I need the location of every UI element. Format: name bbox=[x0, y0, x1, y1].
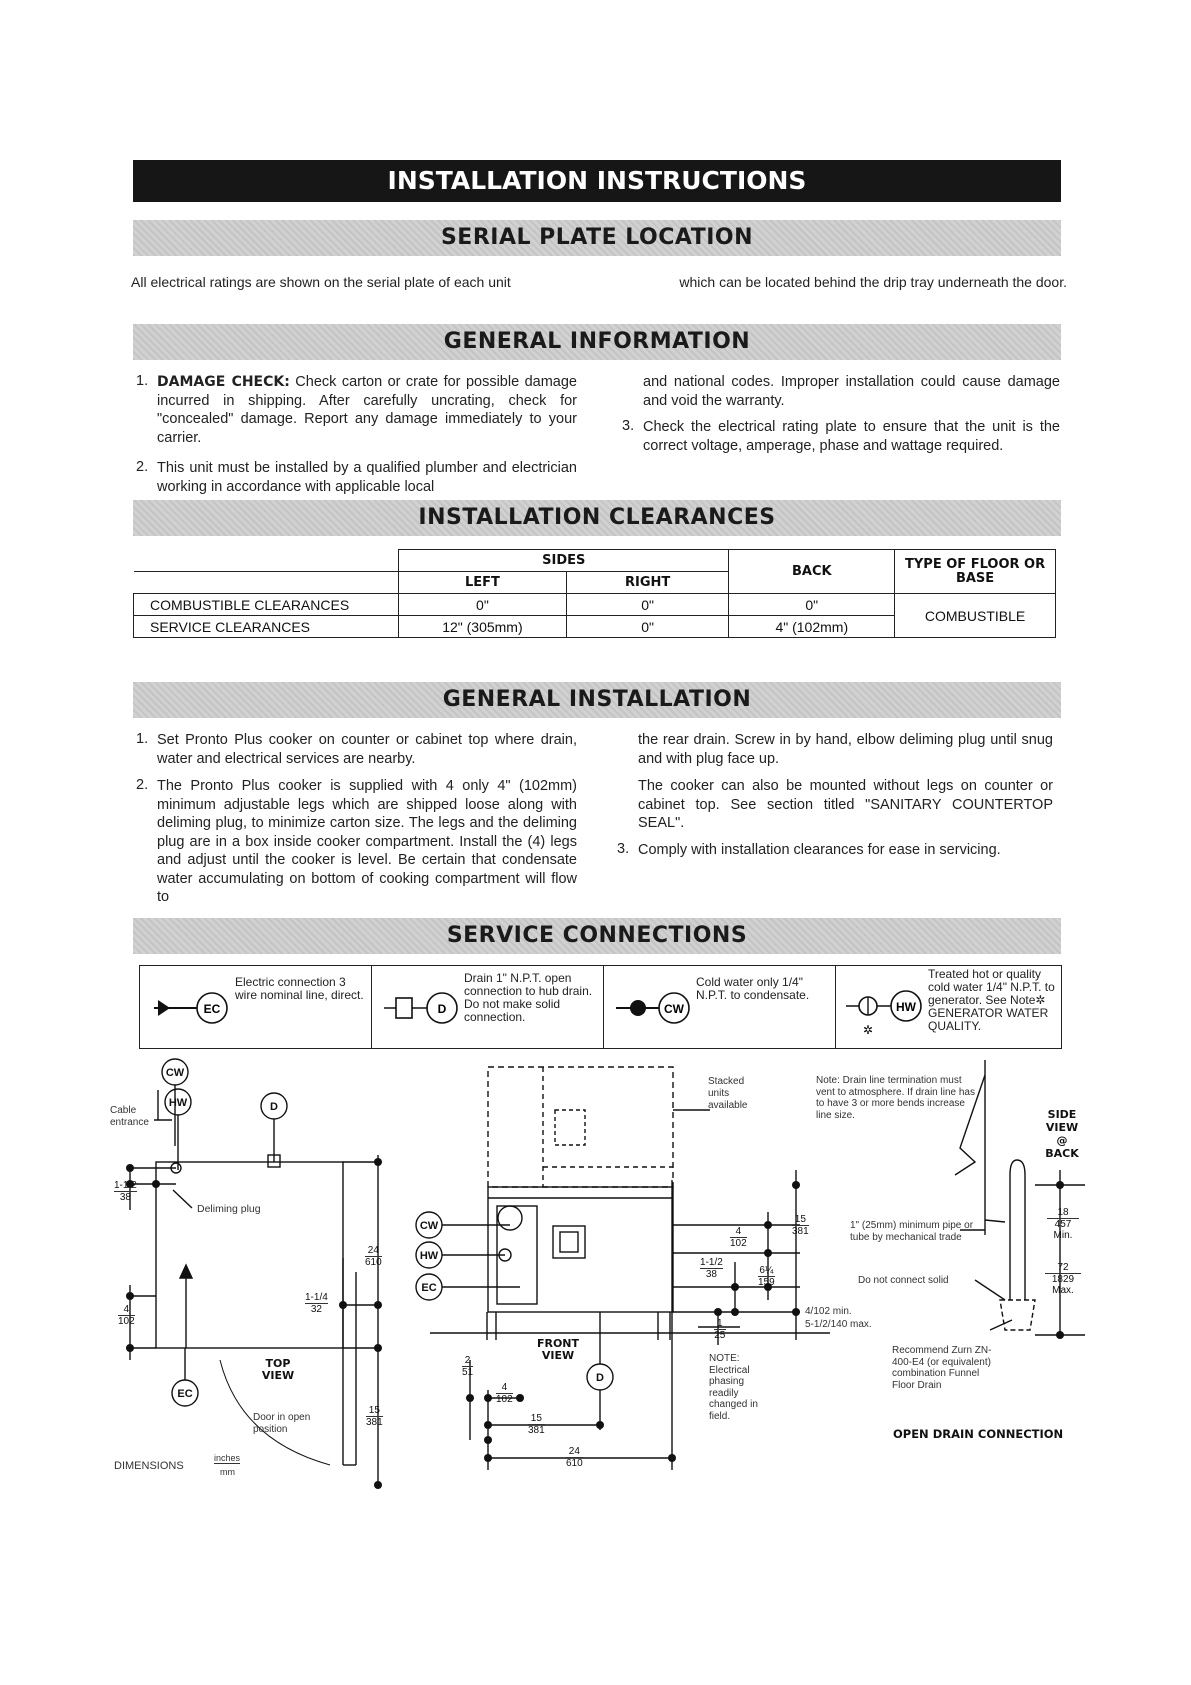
top-view-label: TOP VIEW bbox=[261, 1357, 295, 1382]
note-electrical: NOTE: Electrical phasing readily changed in field. bbox=[709, 1353, 758, 1422]
service-hw bbox=[836, 966, 1061, 1048]
col-back: BACK bbox=[729, 550, 895, 594]
front-dim-1-1-2 bbox=[700, 1257, 723, 1280]
col-right: RIGHT bbox=[566, 572, 729, 594]
clearances-table bbox=[133, 549, 1056, 638]
gi-item-3-num: 3. bbox=[622, 418, 635, 434]
side-dim-72-mm: 1829 bbox=[1051, 1274, 1075, 1285]
cell-floor: COMBUSTIBLE bbox=[895, 594, 1056, 638]
col-sides: SIDES bbox=[399, 550, 729, 572]
svg-text:HW: HW bbox=[168, 1097, 188, 1109]
service-connections-box bbox=[139, 965, 1062, 1049]
side-dim-72 bbox=[1045, 1262, 1081, 1296]
dim-4-in: 4 bbox=[118, 1304, 135, 1316]
dimensions-label: DIMENSIONS bbox=[114, 1460, 184, 1472]
electric-connection-icon bbox=[150, 988, 230, 1028]
dim-1-1-4-in: 1-1/4 bbox=[305, 1292, 328, 1303]
front-dim-4-in: 4 bbox=[496, 1382, 513, 1394]
front-dim-15-in: 15 bbox=[528, 1413, 545, 1425]
service-cw bbox=[604, 966, 836, 1048]
dim-15-mm: 381 bbox=[366, 1417, 383, 1428]
leg-min-label: 4/102 min. bbox=[805, 1306, 852, 1317]
gin-item-1-num: 1. bbox=[136, 731, 149, 747]
dim-1-1-2-mm: 38 bbox=[119, 1192, 131, 1203]
svg-text:EC: EC bbox=[203, 1002, 221, 1016]
dim-1-1-4 bbox=[305, 1292, 328, 1315]
installation-diagram bbox=[0, 1050, 1191, 1490]
dim-4-mm: 102 bbox=[118, 1316, 135, 1327]
side-dim-18-note: Min. bbox=[1053, 1230, 1073, 1241]
svg-text:D: D bbox=[270, 1101, 278, 1113]
gin-item-1-text: Set Pronto Plus cooker on counter or cabinet top where drain, water and electrical services are nearby. bbox=[157, 732, 577, 767]
front-dim-4-mm: 102 bbox=[496, 1394, 513, 1405]
front-dim-2-in: 2 bbox=[462, 1355, 473, 1367]
deliming-plug-label: Deliming plug bbox=[197, 1203, 261, 1215]
front-dim-4b bbox=[730, 1226, 747, 1249]
front-dim-15b bbox=[792, 1214, 809, 1237]
front-dim-6-1-4-mm: 159 bbox=[758, 1277, 775, 1288]
front-dim-6-1-4-in: 6¼ bbox=[759, 1265, 774, 1276]
side-dim-18-mm: 457 bbox=[1054, 1219, 1072, 1230]
dim-24-in: 24 bbox=[365, 1245, 382, 1257]
cell-left: 0" bbox=[399, 594, 567, 616]
cell-back: 4" (102mm) bbox=[729, 616, 895, 638]
dim-1-1-2 bbox=[114, 1180, 137, 1203]
side-dim-18-in: 18 bbox=[1047, 1207, 1079, 1219]
cell-back: 0" bbox=[729, 594, 895, 616]
dim-1-1-4-mm: 32 bbox=[310, 1304, 322, 1315]
page-title: INSTALLATION INSTRUCTIONS bbox=[133, 160, 1061, 202]
no-solid-label: Do not connect solid bbox=[858, 1275, 949, 1286]
front-dim-24-mm: 610 bbox=[566, 1458, 583, 1469]
front-dim-4b-mm: 102 bbox=[730, 1238, 747, 1249]
gin-item-2-text: The Pronto Plus cooker is supplied with 4 only 4" (102mm) minimum adjustable legs which are shipped loose along with deliming plug, to minimize carton size. The legs and the deliming plug are in a box inside cooker compartment. Install the (4) legs and adjust until the cooker is level. Be certain that condensate water accumulating on bottom of cooking compartment will flow to bbox=[157, 778, 577, 905]
dim-1-1-2-in: 1-1/2 bbox=[114, 1180, 137, 1191]
front-dim-4 bbox=[496, 1382, 513, 1405]
cable-entrance-label: Cable entrance bbox=[110, 1105, 149, 1128]
col-left: LEFT bbox=[399, 572, 567, 594]
top-view-outline bbox=[156, 1162, 343, 1348]
side-dim-72-note: Max. bbox=[1052, 1285, 1074, 1296]
dim-inches-label: inches bbox=[214, 1453, 241, 1463]
svg-text:D: D bbox=[437, 1002, 447, 1016]
dim-mm-label: mm bbox=[220, 1467, 235, 1477]
side-dim-72-in: 72 bbox=[1045, 1262, 1081, 1274]
gi-item-2-cont: and national codes. Improper installation could cause damage and void the warranty. bbox=[643, 374, 1060, 409]
dim-24-mm: 610 bbox=[365, 1257, 382, 1268]
front-dim-1 bbox=[714, 1318, 726, 1341]
svg-text:EC: EC bbox=[177, 1388, 193, 1400]
cell-right: 0" bbox=[566, 594, 729, 616]
row-label: COMBUSTIBLE CLEARANCES bbox=[134, 594, 399, 616]
service-ec bbox=[140, 966, 372, 1048]
svg-text:EC: EC bbox=[421, 1282, 437, 1294]
svg-text:CW: CW bbox=[165, 1067, 185, 1079]
gi-item-1-text: Check carton or crate for possible damage incurred in shipping. After carefully uncrating, check for "concealed" damage. Report any damage immediately to your carrier. bbox=[157, 374, 577, 446]
stacked-label: Stacked units available bbox=[708, 1076, 748, 1111]
front-dim-15 bbox=[528, 1413, 545, 1436]
front-dim-6-1-4 bbox=[758, 1265, 775, 1288]
gin-item-3-text: Comply with installation clearances for ease in servicing. bbox=[638, 842, 1001, 858]
dim-15 bbox=[366, 1405, 383, 1428]
service-hw-text: Treated hot or quality cold water 1/4" N.P.T. to generator. See Note✲ GENERATOR WATER QUALITY. bbox=[928, 967, 1055, 1033]
gin-item-2-cont: the rear drain. Screw in by hand, elbow deliming plug until snug and with plug face up. bbox=[638, 732, 1053, 767]
front-view-label: FRONT VIEW bbox=[536, 1337, 580, 1362]
svg-text:HW: HW bbox=[419, 1250, 439, 1262]
dim-15-in: 15 bbox=[366, 1405, 383, 1417]
table-row bbox=[134, 594, 1056, 616]
gin-item-2-num: 2. bbox=[136, 777, 149, 793]
front-dim-1-mm: 25 bbox=[714, 1330, 726, 1341]
gi-item-1-lead: DAMAGE CHECK: bbox=[157, 374, 290, 390]
col-floor: TYPE OF FLOOR OR BASE bbox=[895, 550, 1056, 594]
service-drain bbox=[372, 966, 604, 1048]
cold-water-icon bbox=[612, 988, 692, 1028]
serial-plate-text-left: All electrical ratings are shown on the serial plate of each unit bbox=[131, 274, 511, 290]
open-drain-label: OPEN DRAIN CONNECTION bbox=[893, 1427, 1064, 1441]
front-dim-15b-mm: 381 bbox=[792, 1226, 809, 1237]
front-dim-1-1-2-mm: 38 bbox=[705, 1269, 717, 1280]
gi-item-3-text: Check the electrical rating plate to ensure that the unit is the correct voltage, amperage, phase and wattage required. bbox=[643, 419, 1060, 454]
installation-clearances-heading: INSTALLATION CLEARANCES bbox=[133, 500, 1061, 536]
leg-max-label: 5-1/2/140 max. bbox=[805, 1319, 872, 1330]
service-connections-heading: SERVICE CONNECTIONS bbox=[133, 918, 1061, 954]
cell-left: 12" (305mm) bbox=[399, 616, 567, 638]
service-ec-text: Electric connection 3 wire nominal line, direct. bbox=[235, 975, 364, 1002]
pipe-note: 1" (25mm) minimum pipe or tube by mechanical trade bbox=[850, 1220, 974, 1243]
note-drain: Note: Drain line termination must vent to atmosphere. If drain line has to have 3 or more bends increase line size. bbox=[816, 1075, 975, 1121]
side-view-label: SIDE VIEW @ BACK bbox=[1045, 1108, 1079, 1160]
svg-text:CW: CW bbox=[419, 1220, 439, 1232]
gi-item-2-num: 2. bbox=[136, 459, 149, 475]
svg-text:CW: CW bbox=[664, 1002, 684, 1016]
gin-item-3-num: 3. bbox=[617, 841, 630, 857]
service-cw-text: Cold water only 1/4" N.P.T. to condensate. bbox=[696, 975, 810, 1002]
front-dim-15-mm: 381 bbox=[528, 1425, 545, 1436]
row-label: SERVICE CLEARANCES bbox=[134, 616, 399, 638]
front-dim-1-1-2-in: 1-1/2 bbox=[700, 1257, 723, 1268]
general-information-heading: GENERAL INFORMATION bbox=[133, 324, 1061, 360]
svg-text:HW: HW bbox=[896, 1000, 916, 1014]
general-installation-heading: GENERAL INSTALLATION bbox=[133, 682, 1061, 718]
stacked-outline bbox=[488, 1067, 673, 1187]
front-dim-4b-in: 4 bbox=[730, 1226, 747, 1238]
cell-right: 0" bbox=[566, 616, 729, 638]
gi-item-2-text: This unit must be installed by a qualified plumber and electrician working in accordance with applicable local bbox=[157, 460, 577, 495]
gi-item-1 bbox=[157, 373, 577, 447]
front-dim-2-mm: 51 bbox=[462, 1367, 474, 1378]
hot-water-icon bbox=[842, 984, 928, 1036]
serial-plate-heading: SERIAL PLATE LOCATION bbox=[133, 220, 1061, 256]
side-dim-18 bbox=[1047, 1207, 1079, 1241]
front-dim-1-in: 1 bbox=[714, 1318, 726, 1330]
service-drain-text: Drain 1" N.P.T. open connection to hub drain. Do not make solid connection. bbox=[464, 971, 593, 1024]
door-open-label: Door in open position bbox=[253, 1412, 311, 1435]
svg-text:D: D bbox=[596, 1372, 604, 1384]
front-dim-24 bbox=[566, 1446, 583, 1469]
dim-24 bbox=[365, 1245, 382, 1268]
serial-plate-text-right: which can be located behind the drip tray underneath the door. bbox=[679, 274, 1067, 290]
drain-icon bbox=[380, 988, 460, 1028]
dim-4 bbox=[118, 1304, 135, 1327]
front-dim-15b-in: 15 bbox=[792, 1214, 809, 1226]
gin-item-2-cont2: The cooker can also be mounted without legs on counter or cabinet top. See section titled "SANITARY COUNTERTOP SEAL". bbox=[638, 778, 1053, 831]
gi-item-1-num: 1. bbox=[136, 373, 149, 389]
front-dim-2 bbox=[462, 1355, 473, 1378]
front-dim-24-in: 24 bbox=[566, 1446, 583, 1458]
svg-text:✲: ✲ bbox=[862, 1023, 874, 1036]
recommend-label: Recommend Zurn ZN-400-E4 (or equivalent) combination Funnel Floor Drain bbox=[892, 1345, 992, 1391]
